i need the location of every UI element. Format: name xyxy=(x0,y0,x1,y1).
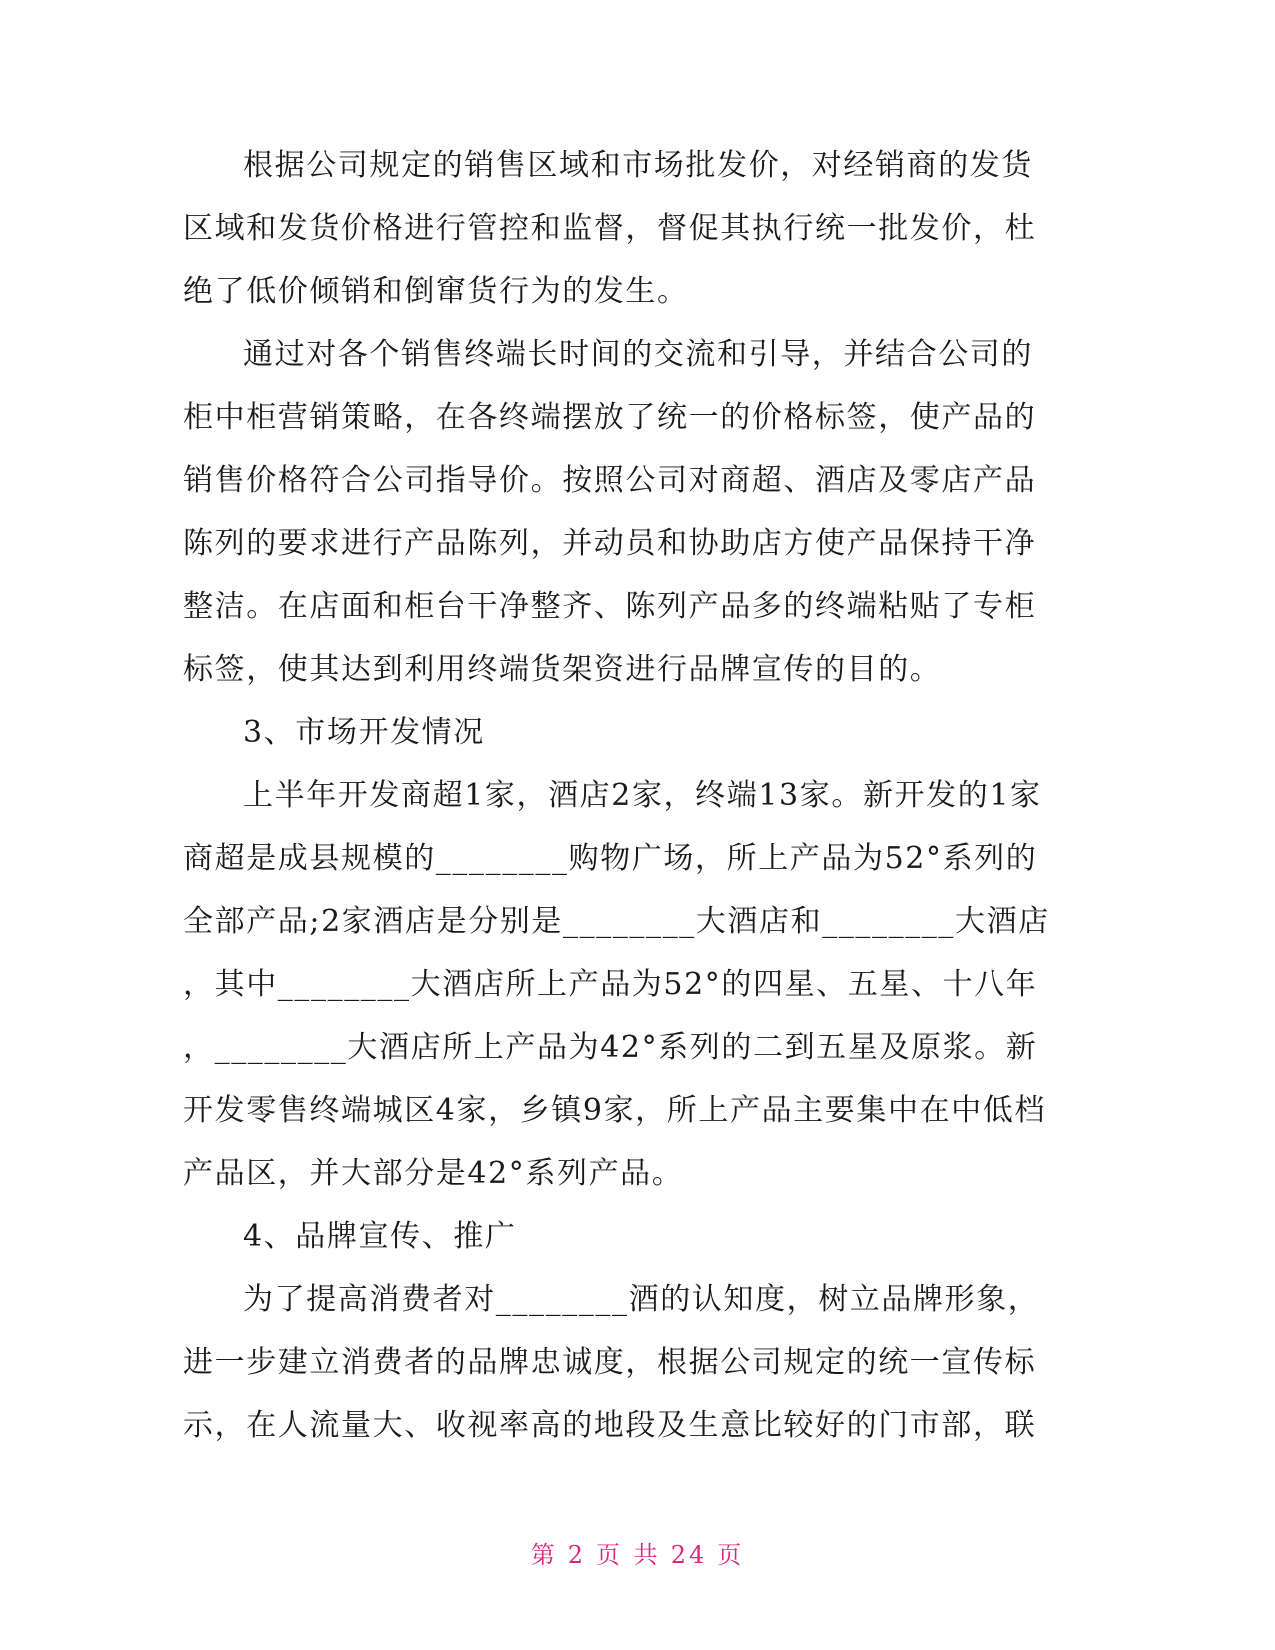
paragraph-line: 通过对各个销售终端长时间的交流和引导，并结合公司的 xyxy=(243,337,1033,372)
paragraph-line: ，________大酒店所上产品为42°系列的二到五星及原浆。新 xyxy=(183,1030,1038,1065)
paragraph-line: 为了提高消费者对________酒的认知度，树立品牌形象， xyxy=(243,1282,1040,1317)
footer-mid: 页 共 xyxy=(596,1541,661,1569)
section-heading: 4、品牌宣传、推广 xyxy=(243,1219,517,1254)
section-heading: 3、市场开发情况 xyxy=(243,715,485,750)
page-footer xyxy=(0,1535,1275,1570)
paragraph-line: ，其中________大酒店所上产品为52°的四星、五星、十八年 xyxy=(183,967,1038,1002)
paragraph-line: 根据公司规定的销售区域和市场批发价，对经销商的发货 xyxy=(243,148,1033,183)
paragraph-line: 整洁。在店面和柜台干净整齐、陈列产品多的终端粘贴了专柜 xyxy=(183,589,1037,624)
footer-prefix: 第 xyxy=(530,1541,558,1569)
document-body xyxy=(183,134,1050,1457)
paragraph-line: 产品区，并大部分是42°系列产品。 xyxy=(183,1156,684,1191)
paragraph-line: 全部产品;2家酒店是分别是________大酒店和________大酒店 xyxy=(183,904,1050,939)
paragraph-line: 绝了低价倾销和倒窜货行为的发生。 xyxy=(183,274,689,309)
footer-total-pages: 24 xyxy=(670,1541,708,1569)
footer-suffix: 页 xyxy=(717,1541,745,1569)
paragraph-line: 销售价格符合公司指导价。按照公司对商超、酒店及零店产品 xyxy=(183,463,1037,498)
paragraph-line: 陈列的要求进行产品陈列，并动员和协助店方使产品保持干净 xyxy=(183,526,1037,561)
footer-current-page: 2 xyxy=(567,1541,587,1569)
paragraph-line: 标签，使其达到利用终端货架资进行品牌宣传的目的。 xyxy=(183,652,942,687)
paragraph-line: 示，在人流量大、收视率高的地段及生意比较好的门市部，联 xyxy=(183,1408,1037,1443)
paragraph-line: 进一步建立消费者的品牌忠诚度，根据公司规定的统一宣传标 xyxy=(183,1345,1037,1380)
paragraph-line: 区域和发货价格进行管控和监督，督促其执行统一批发价，杜 xyxy=(183,211,1037,246)
paragraph-line: 柜中柜营销策略，在各终端摆放了统一的价格标签，使产品的 xyxy=(183,400,1037,435)
paragraph-line: 开发零售终端城区4家，乡镇9家，所上产品主要集中在中低档 xyxy=(183,1093,1046,1128)
paragraph-line: 上半年开发商超1家，酒店2家，终端13家。新开发的1家 xyxy=(243,778,1042,813)
paragraph-line: 商超是成县规模的________购物广场，所上产品为52°系列的 xyxy=(183,841,1038,876)
